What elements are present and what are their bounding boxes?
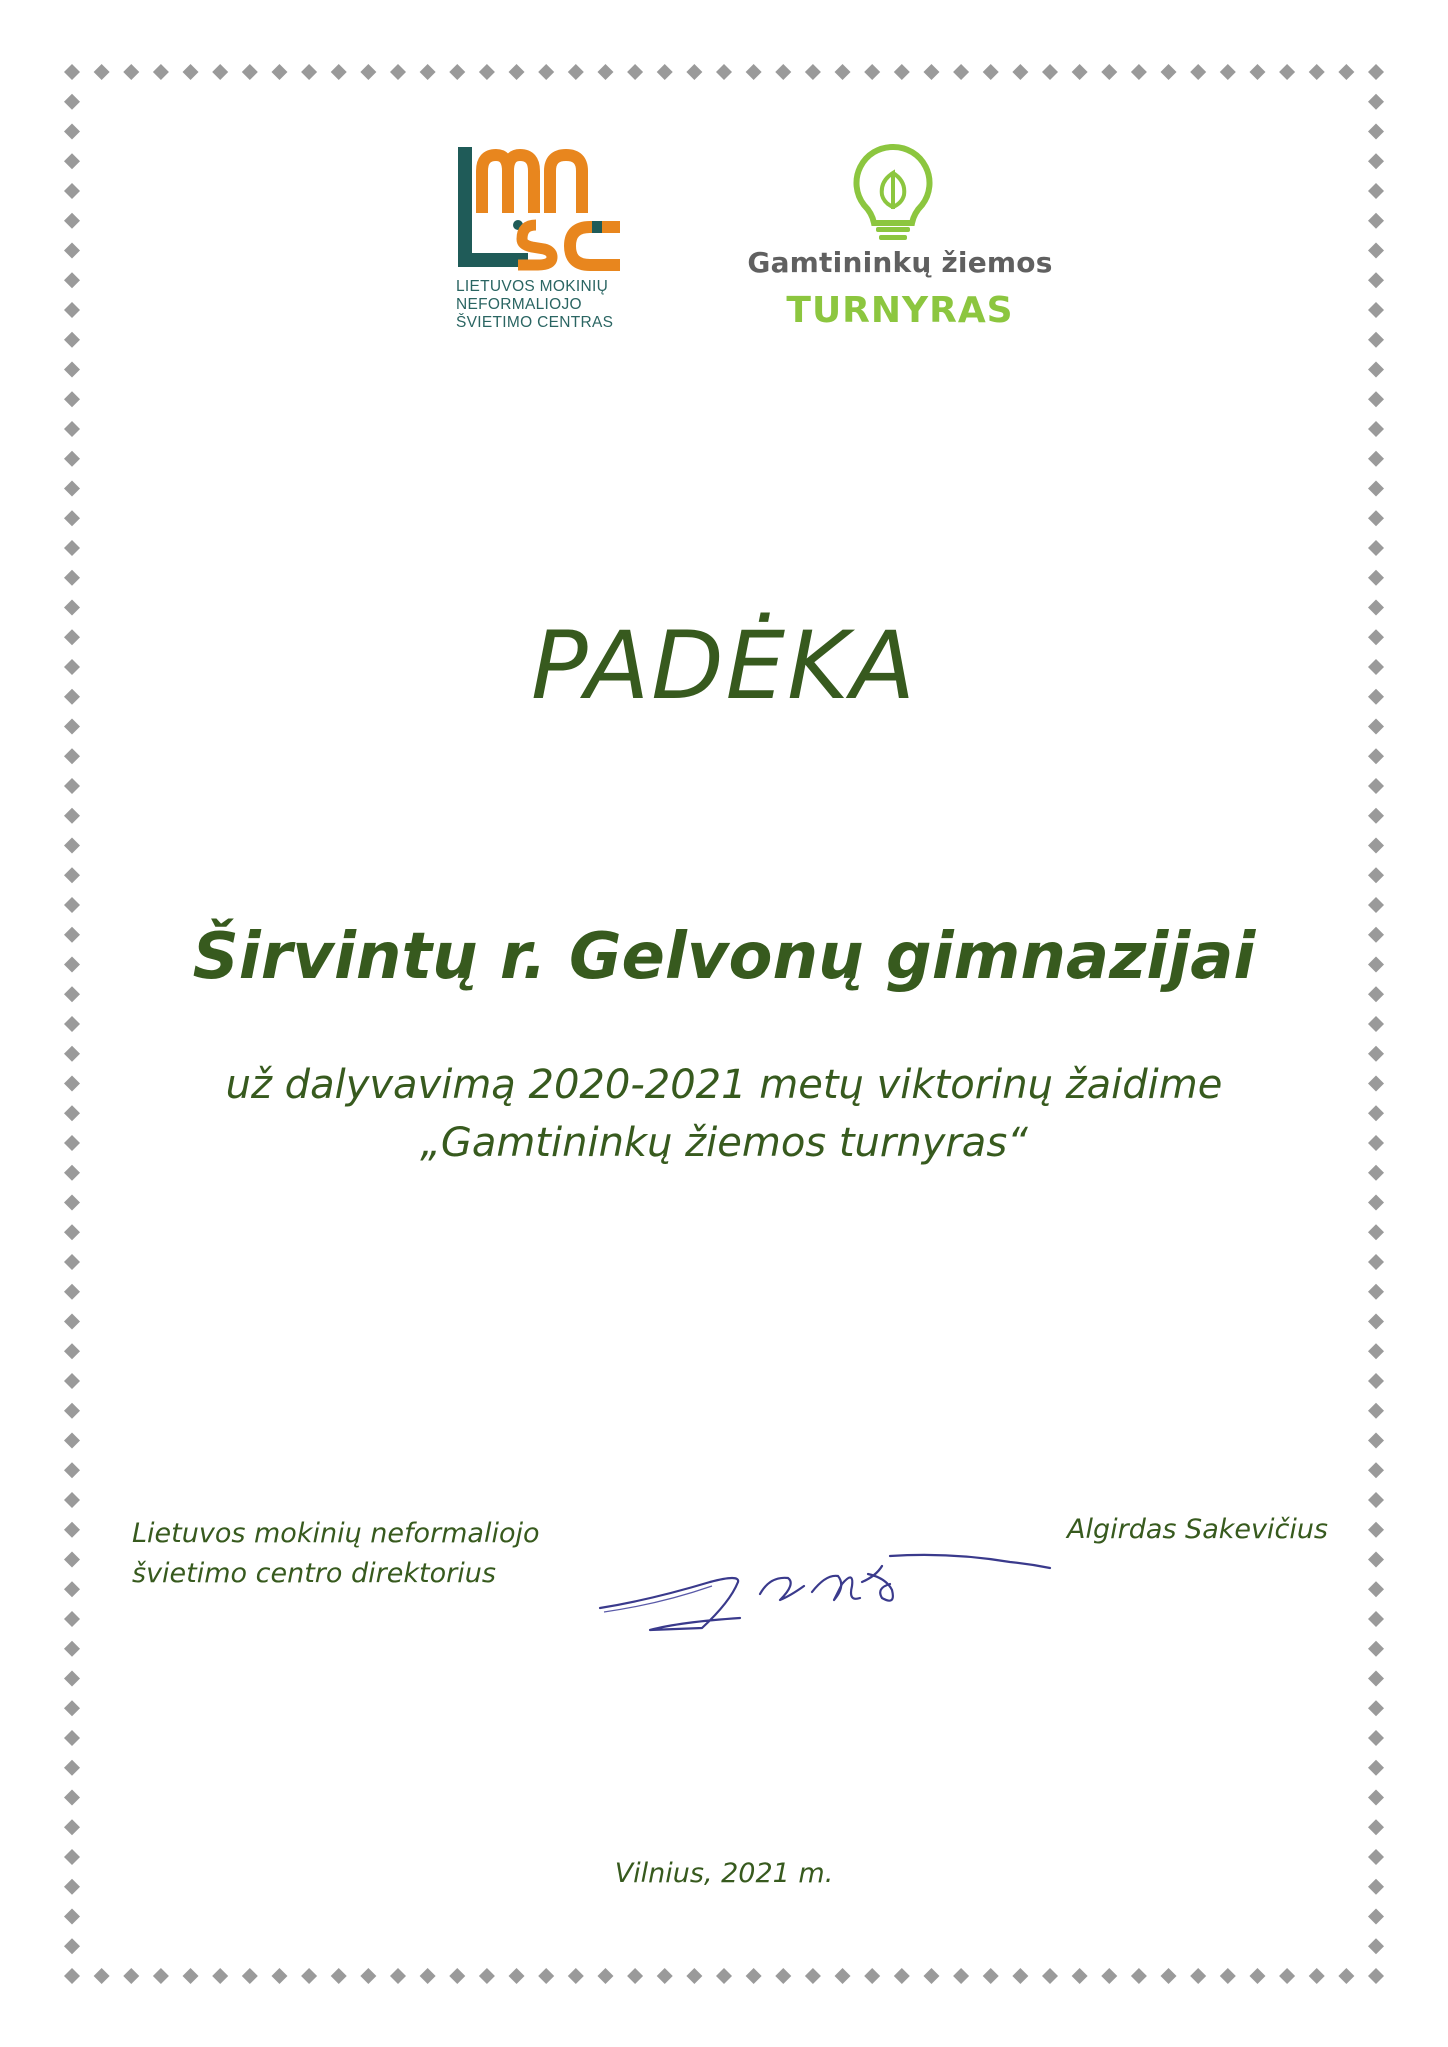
border-diamond — [657, 64, 673, 80]
border-diamond — [835, 64, 851, 80]
border-diamond — [1368, 243, 1384, 259]
border-diamond — [627, 1968, 643, 1984]
border-diamond — [271, 1968, 287, 1984]
border-diamond — [1368, 213, 1384, 229]
border-diamond — [64, 94, 80, 110]
border-diamond — [1190, 64, 1206, 80]
border-diamond — [538, 1968, 554, 1984]
border-diamond — [1368, 1343, 1384, 1359]
border-diamond — [1368, 1581, 1384, 1597]
border-diamond — [64, 1373, 80, 1389]
border-diamond — [775, 1968, 791, 1984]
border-diamond — [1161, 64, 1177, 80]
border-diamond — [1131, 64, 1147, 80]
border-diamond — [1368, 451, 1384, 467]
border-diamond — [1338, 1968, 1354, 1984]
border-diamond — [953, 64, 969, 80]
border-diamond — [64, 1522, 80, 1538]
border-diamond — [1368, 183, 1384, 199]
recipient-name: Širvintų r. Gelvonų gimnazijai — [192, 920, 1256, 994]
border-diamond — [64, 1314, 80, 1330]
border-diamond — [1368, 94, 1384, 110]
border-diamond — [123, 1968, 139, 1984]
border-diamond — [64, 302, 80, 318]
border-diamond — [805, 1968, 821, 1984]
border-diamond — [360, 64, 376, 80]
border-diamond — [242, 64, 258, 80]
border-diamond — [1220, 64, 1236, 80]
border-diamond — [1368, 272, 1384, 288]
border-diamond — [94, 1968, 110, 1984]
border-diamond — [864, 64, 880, 80]
border-diamond — [1368, 1016, 1384, 1032]
border-diamond — [94, 64, 110, 80]
border-diamond — [212, 64, 228, 80]
border-diamond — [1368, 421, 1384, 437]
border-diamond — [242, 1968, 258, 1984]
border-diamond — [64, 570, 80, 586]
border-diamond — [449, 64, 465, 80]
lmnsc-text-line-3: ŠVIETIMO CENTRAS — [456, 314, 614, 331]
border-diamond — [805, 64, 821, 80]
border-diamond — [597, 1968, 613, 1984]
border-diamond — [1368, 153, 1384, 169]
border-diamond — [479, 1968, 495, 1984]
border-diamond — [153, 64, 169, 80]
signer-name: Algirdas Sakevičius — [1067, 1514, 1328, 1545]
border-diamond — [1368, 1700, 1384, 1716]
border-diamond — [1072, 64, 1088, 80]
border-diamond — [1101, 1968, 1117, 1984]
certificate-title: PADĖKA — [530, 612, 918, 721]
border-diamond — [64, 1224, 80, 1240]
border-diamond — [568, 1968, 584, 1984]
border-diamond — [64, 124, 80, 140]
border-diamond — [64, 481, 80, 497]
border-diamond — [1368, 1790, 1384, 1806]
border-diamond — [716, 1968, 732, 1984]
border-diamond — [64, 213, 80, 229]
signer-title-line-2: švietimo centro direktorius — [132, 1558, 496, 1589]
border-diamond — [1368, 1968, 1384, 1984]
border-diamond — [64, 183, 80, 199]
border-diamond — [1368, 64, 1384, 80]
border-diamond — [64, 1611, 80, 1627]
border-diamond — [1368, 570, 1384, 586]
border-diamond — [1368, 778, 1384, 794]
lmnsc-logo-text — [456, 278, 656, 332]
border-diamond — [1249, 1968, 1265, 1984]
border-diamond — [1368, 1611, 1384, 1627]
border-diamond — [64, 391, 80, 407]
border-diamond — [1012, 64, 1028, 80]
award-reason — [0, 1056, 1448, 1172]
border-diamond — [64, 1016, 80, 1032]
border-diamond — [183, 64, 199, 80]
border-diamond — [64, 421, 80, 437]
border-diamond — [1368, 838, 1384, 854]
border-diamond — [420, 1968, 436, 1984]
border-diamond — [64, 1581, 80, 1597]
border-diamond — [627, 64, 643, 80]
border-diamond — [1368, 302, 1384, 318]
border-diamond — [420, 64, 436, 80]
border-diamond — [1309, 64, 1325, 80]
border-diamond — [597, 64, 613, 80]
border-diamond — [1368, 1641, 1384, 1657]
border-diamond — [64, 510, 80, 526]
border-diamond — [1368, 1224, 1384, 1240]
border-diamond — [1368, 1552, 1384, 1568]
border-diamond — [64, 808, 80, 824]
border-diamond — [1190, 1968, 1206, 1984]
border-diamond — [64, 1403, 80, 1419]
border-diamond — [64, 64, 80, 80]
border-diamond — [64, 1700, 80, 1716]
border-diamond — [983, 64, 999, 80]
border-diamond — [271, 64, 287, 80]
border-diamond — [1368, 867, 1384, 883]
border-diamond — [1368, 897, 1384, 913]
border-diamond — [657, 1968, 673, 1984]
place-and-date: Vilnius, 2021 m. — [614, 1858, 834, 1889]
border-diamond — [1368, 1909, 1384, 1925]
border-diamond — [64, 1462, 80, 1478]
border-diamond — [64, 1195, 80, 1211]
border-diamond — [301, 1968, 317, 1984]
border-diamond — [1368, 362, 1384, 378]
border-diamond — [1368, 1373, 1384, 1389]
border-diamond — [1309, 1968, 1325, 1984]
border-diamond — [212, 1968, 228, 1984]
border-diamond — [64, 362, 80, 378]
border-diamond — [1368, 391, 1384, 407]
border-diamond — [64, 1730, 80, 1746]
border-diamond — [1368, 1760, 1384, 1776]
border-diamond — [1368, 1462, 1384, 1478]
border-diamond — [953, 1968, 969, 1984]
border-diamond — [1368, 1819, 1384, 1835]
border-diamond — [1279, 1968, 1295, 1984]
border-diamond — [64, 1938, 80, 1954]
border-diamond — [64, 778, 80, 794]
border-diamond — [64, 897, 80, 913]
border-diamond — [1368, 1492, 1384, 1508]
border-diamond — [1368, 1195, 1384, 1211]
border-diamond — [894, 64, 910, 80]
border-diamond — [509, 1968, 525, 1984]
border-diamond — [1368, 1730, 1384, 1746]
tournament-logo-title: Gamtininkų žiemos — [747, 246, 1053, 279]
border-diamond — [1368, 748, 1384, 764]
border-diamond — [64, 1671, 80, 1687]
border-diamond — [64, 1284, 80, 1300]
border-diamond — [183, 1968, 199, 1984]
border-diamond — [1368, 510, 1384, 526]
border-diamond — [1368, 1938, 1384, 1954]
signer-title — [132, 1514, 652, 1594]
border-diamond — [509, 64, 525, 80]
border-diamond — [64, 1760, 80, 1776]
border-diamond — [1101, 64, 1117, 80]
award-reason-line-1: už dalyvavimą 2020-2021 metų viktorinų žaidime — [225, 1062, 1223, 1108]
border-diamond — [64, 1552, 80, 1568]
border-diamond — [331, 64, 347, 80]
border-diamond — [360, 1968, 376, 1984]
border-diamond — [835, 1968, 851, 1984]
border-diamond — [301, 64, 317, 80]
border-diamond — [64, 1343, 80, 1359]
border-diamond — [64, 1968, 80, 1984]
border-diamond — [390, 1968, 406, 1984]
border-diamond — [1368, 332, 1384, 348]
border-diamond — [1368, 1522, 1384, 1538]
border-diamond — [64, 1819, 80, 1835]
tournament-logo-subtitle: TURNYRAS — [786, 290, 1014, 331]
border-diamond — [568, 64, 584, 80]
border-diamond — [153, 1968, 169, 1984]
border-diamond — [894, 1968, 910, 1984]
lmnsc-text-line-1: LIETUVOS MOKINIŲ — [456, 278, 609, 295]
border-diamond — [64, 332, 80, 348]
signer-title-line-1: Lietuvos mokinių neformaliojo — [132, 1518, 540, 1549]
border-diamond — [1368, 808, 1384, 824]
border-diamond — [923, 64, 939, 80]
border-diamond — [1368, 1254, 1384, 1270]
border-diamond — [1279, 64, 1295, 80]
border-diamond — [1368, 1284, 1384, 1300]
border-diamond — [1368, 1314, 1384, 1330]
border-diamond — [64, 243, 80, 259]
border-diamond — [1012, 1968, 1028, 1984]
border-diamond — [686, 64, 702, 80]
border-diamond — [1042, 64, 1058, 80]
border-diamond — [64, 153, 80, 169]
border-diamond — [123, 64, 139, 80]
border-diamond — [1042, 1968, 1058, 1984]
border-diamond — [64, 867, 80, 883]
border-diamond — [390, 64, 406, 80]
border-diamond — [538, 64, 554, 80]
border-diamond — [1220, 1968, 1236, 1984]
border-diamond — [64, 1433, 80, 1449]
border-diamond — [449, 1968, 465, 1984]
border-diamond — [64, 748, 80, 764]
border-diamond — [64, 1790, 80, 1806]
border-diamond — [64, 1909, 80, 1925]
border-diamond — [1368, 1403, 1384, 1419]
border-diamond — [923, 1968, 939, 1984]
border-diamond — [1368, 1433, 1384, 1449]
border-diamond — [1338, 64, 1354, 80]
border-diamond — [331, 1968, 347, 1984]
award-reason-line-2: „Gamtininkų žiemos turnyras“ — [420, 1120, 1028, 1166]
border-diamond — [775, 64, 791, 80]
border-diamond — [1131, 1968, 1147, 1984]
border-diamond — [1368, 1671, 1384, 1687]
border-diamond — [1161, 1968, 1177, 1984]
border-diamond — [64, 451, 80, 467]
border-diamond — [686, 1968, 702, 1984]
lmnsc-text-line-2: NEFORMALIOJO — [456, 296, 582, 313]
border-diamond — [716, 64, 732, 80]
border-diamond — [64, 1641, 80, 1657]
border-diamond — [1368, 124, 1384, 140]
border-diamond — [64, 1492, 80, 1508]
border-diamond — [1249, 64, 1265, 80]
border-diamond — [64, 838, 80, 854]
border-diamond — [746, 1968, 762, 1984]
border-diamond — [983, 1968, 999, 1984]
handwritten-signature — [590, 1516, 1070, 1646]
border-diamond — [1368, 481, 1384, 497]
border-diamond — [479, 64, 495, 80]
border-diamond — [64, 540, 80, 556]
border-diamond — [1072, 1968, 1088, 1984]
border-diamond — [864, 1968, 880, 1984]
lightbulb-leaf-icon — [850, 143, 936, 243]
border-diamond — [64, 1254, 80, 1270]
border-diamond — [64, 272, 80, 288]
border-diamond — [1368, 540, 1384, 556]
border-diamond — [746, 64, 762, 80]
